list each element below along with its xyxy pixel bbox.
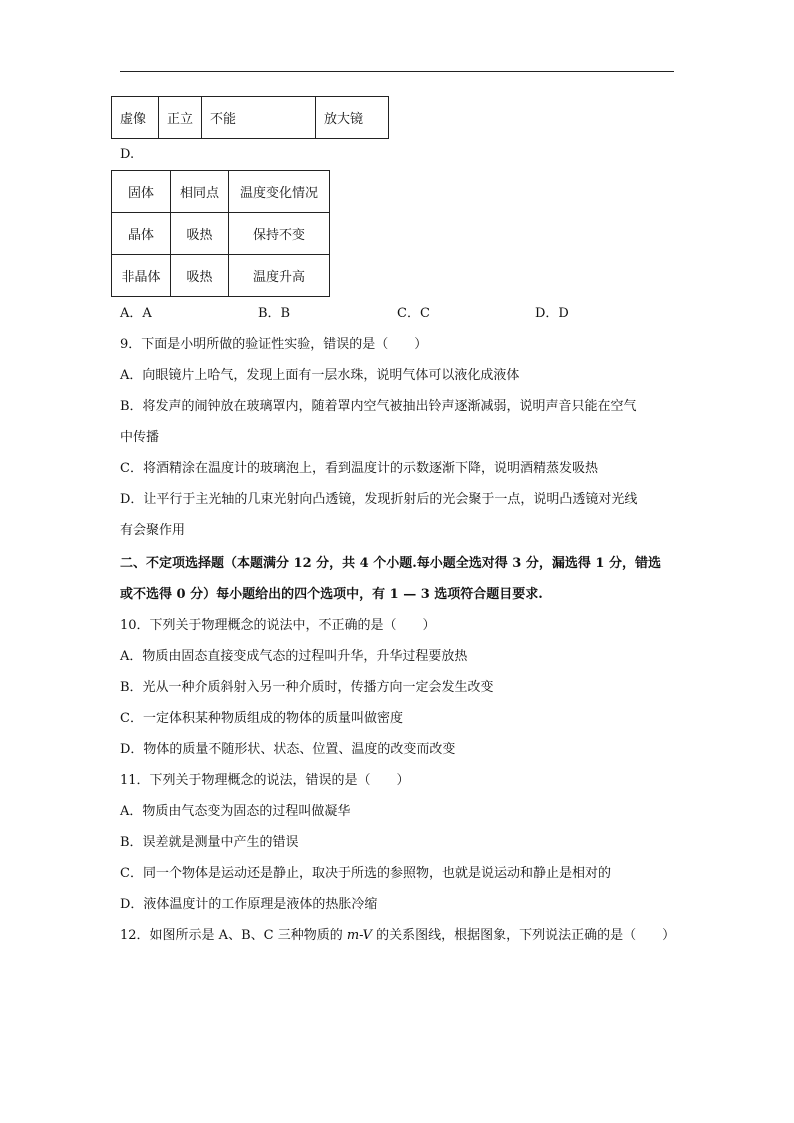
q9-option-a: A．向眼镜片上哈气，发现上面有一层水珠，说明气体可以液化成液体 xyxy=(120,368,520,383)
section-2-heading-line2: 或不选得 0 分）每小题给出的四个选项中，有 1 — 3 选项符合题目要求. xyxy=(120,587,543,602)
table-cell: 吸热 xyxy=(171,213,229,255)
option-c-table-row xyxy=(111,96,389,139)
table-cell: 不能 xyxy=(202,97,316,139)
option-d-table xyxy=(111,170,330,297)
q10-option-c: C．一定体积某种物质组成的物体的质量叫做密度 xyxy=(120,711,403,726)
table-cell: 温度升高 xyxy=(229,255,330,297)
option-a: A．A xyxy=(120,306,152,321)
section-2-heading-line1: 二、不定项选择题（本题满分 12 分，共 4 个小题.每小题全选对得 3 分，漏选得 1 分，错选 xyxy=(120,556,661,571)
q11-option-b: B．误差就是测量中产生的错误 xyxy=(120,835,299,850)
table-header-cell: 相同点 xyxy=(171,171,229,213)
table-row xyxy=(112,255,330,297)
q9-option-b-line1: B．将发声的闹钟放在玻璃罩内，随着罩内空气被抽出铃声逐渐减弱，说明声音只能在空气 xyxy=(120,399,637,414)
q12-mv-symbol: m-V xyxy=(346,928,372,943)
q12-stem xyxy=(120,927,675,945)
q9-option-c: C．将酒精涂在温度计的玻璃泡上，看到温度计的示数逐渐下降，说明酒精蒸发吸热 xyxy=(120,461,598,476)
table-row xyxy=(112,213,330,255)
q12-stem-suffix: 的关系图线，根据图象，下列说法正确的是（ ） xyxy=(372,928,676,943)
table-cell: 吸热 xyxy=(171,255,229,297)
table-cell: 晶体 xyxy=(112,213,171,255)
option-b: B．B xyxy=(258,306,291,321)
q11-option-a: A．物质由气态变为固态的过程叫做凝华 xyxy=(120,804,351,819)
table-cell: 保持不变 xyxy=(229,213,330,255)
q10-option-b: B．光从一种介质斜射入另一种介质时，传播方向一定会发生改变 xyxy=(120,680,494,695)
q9-option-d-line2: 有会聚作用 xyxy=(120,523,186,538)
option-d: D．D xyxy=(535,306,569,321)
table-row xyxy=(112,97,389,139)
table-header-row xyxy=(112,171,330,213)
q11-option-c: C．同一个物体是运动还是静止，取决于所选的参照物，也就是说运动和静止是相对的 xyxy=(120,866,611,881)
q10-option-a: A．物质由固态直接变成气态的过程叫升华，升华过程要放热 xyxy=(120,649,468,664)
q11-option-d: D．液体温度计的工作原理是液体的热胀冷缩 xyxy=(120,897,378,912)
option-d-label: D. xyxy=(120,147,135,162)
q11-stem: 11．下列关于物理概念的说法，错误的是（ ） xyxy=(120,773,410,788)
table-header-cell: 温度变化情况 xyxy=(229,171,330,213)
table-cell: 放大镜 xyxy=(316,97,389,139)
q12-stem-prefix: 12．如图所示是 A、B、C 三种物质的 xyxy=(120,928,347,943)
option-c: C．C xyxy=(397,306,430,321)
table-cell: 非晶体 xyxy=(112,255,171,297)
q9-stem: 9．下面是小明所做的验证性实验，错误的是（ ） xyxy=(120,337,428,352)
table-header-cell: 固体 xyxy=(112,171,171,213)
q9-option-b-line2: 中传播 xyxy=(120,430,160,445)
q9-option-d-line1: D．让平行于主光轴的几束光射向凸透镜，发现折射后的光会聚于一点，说明凸透镜对光线 xyxy=(120,492,638,507)
table-cell: 虚像 xyxy=(112,97,159,139)
header-rule xyxy=(120,71,674,72)
q10-option-d: D．物体的质量不随形状、状态、位置、温度的改变而改变 xyxy=(120,742,456,757)
table-cell: 正立 xyxy=(159,97,202,139)
q10-stem: 10．下列关于物理概念的说法中，不正确的是（ ） xyxy=(120,618,436,633)
